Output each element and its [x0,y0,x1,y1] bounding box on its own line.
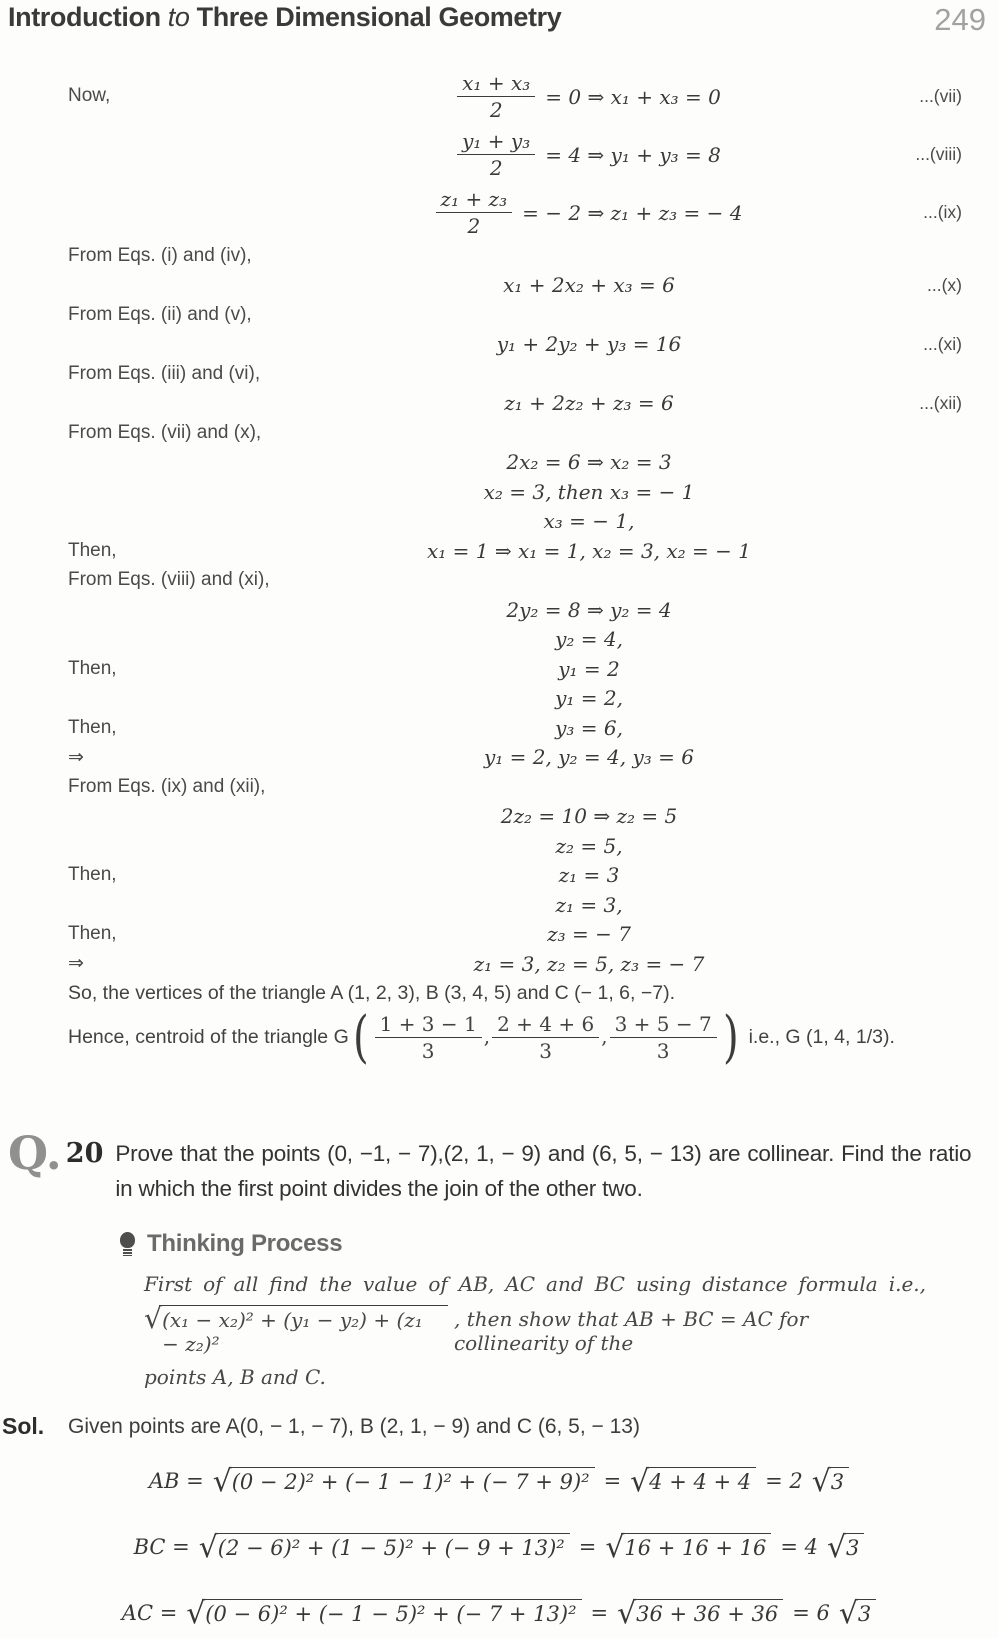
fraction: $\frac{\text{x₁ + x₃}}{2}$ [457,72,535,122]
equation-label: Then, [68,716,117,738]
equation: z₃ = − 7 [547,922,631,947]
equation-number: ...(xii) [919,392,962,413]
radical-expression: √ 36 + 36 + 36 [617,1599,783,1629]
equation-row [0,507,998,537]
fraction: $\frac{2 + 4 + 6}{3}$ [492,1013,599,1063]
radical-expression: √ 3 [812,1467,849,1497]
equation-row [0,536,998,566]
fraction: $\frac{3 + 5 - 7}{3}$ [610,1013,717,1063]
equation-label: From Eqs. (viii) and (xi), [68,569,270,591]
fraction: $\frac{1 + 3 - 1}{3}$ [375,1013,482,1063]
equation: 2z₂ = 10 ⇒ z₂ = 5 [500,804,678,829]
equation: x₃ = − 1, [543,509,635,534]
equation-row [0,300,998,330]
page-header [0,0,998,35]
equation-row [0,595,998,625]
chapter-title-italic: to [167,2,190,32]
worked-solution-block [0,67,998,1070]
thinking-process-formula: √ (x₁ − x₂)² + (y₁ − y₂) + (z₁ − z₂)² , then show that AB + BC = AC for collinearity of the [144,1302,809,1357]
radical-expression: √ (0 − 6)² + (− 1 − 5)² + (− 7 + 13)² [186,1599,581,1629]
chapter-title-part2: Three Dimensional Geometry [196,2,562,32]
equation-row [0,772,998,802]
equation-row [0,713,998,743]
equation-number: ...(x) [927,274,962,295]
thinking-process-line3: points A, B and C. [144,1365,326,1390]
equation: $\frac{\text{x₁ + x₃}}{2}$ = 0 ⇒ x₁ + x₃ = 0 [300,71,878,122]
equation: y₂ = 4, [555,627,623,652]
radical-expression: √ (2 − 6)² + (1 − 5)² + (− 9 + 13)² [199,1533,570,1563]
equation-label: From Eqs. (iii) and (vi), [68,362,261,384]
centroid-prefix: Hence, centroid of the triangle G [68,1025,349,1048]
equation-row [0,566,998,596]
solution-marker: Sol. [2,1413,45,1440]
equation-row [0,418,998,448]
equation-row [0,920,998,950]
equation-label: From Eqs. (i) and (iv), [68,244,252,266]
page-number: 249 [934,2,986,37]
fraction: $\frac{\text{y₁ + y₃}}{2}$ [457,130,535,180]
equation-row [0,359,998,389]
equation-number: ...(ix) [923,201,962,222]
radical-expression: √ (0 − 2)² + (− 1 − 1)² + (− 7 + 9)² [213,1467,595,1497]
radical-sign-icon: √ [144,1302,163,1336]
equation: 2y₂ = 8 ⇒ y₂ = 4 [506,597,672,622]
question-block [0,1126,998,1206]
equation-row [0,125,998,183]
radical-sign-icon: √ [630,1463,650,1499]
radical-expression: √ 16 + 16 + 16 [605,1533,771,1563]
equation-label: From Eqs. (vii) and (x), [68,421,262,443]
thinking-process-body [118,1272,926,1389]
fraction: $\frac{\text{z₁ + z₃}}{2}$ [436,188,513,238]
radical-expression: √ (x₁ − x₂)² + (y₁ − y₂) + (z₁ − z₂)² [144,1305,448,1356]
radical-expression: √ 3 [839,1599,876,1629]
equation-row [0,183,998,241]
equation-row [0,271,998,301]
question-number: 20 [65,1138,104,1170]
equation-row [0,861,998,891]
equation: 2x₂ = 6 ⇒ x₂ = 3 [506,450,672,475]
equation: y₁ = 2, [555,686,623,711]
equation: x₁ = 1 ⇒ x₁ = 1, x₂ = 3, x₂ = − 1 [427,538,751,563]
equation: y₁ + 2y₂ + y₃ = 16 [496,332,682,357]
open-paren: ( [352,1004,369,1070]
thinking-process-header [118,1230,998,1258]
equation-row [0,448,998,478]
equation-label: Now, [68,85,111,106]
thinking-process-title: Thinking Process [147,1230,343,1258]
radical-expression: √ 4 + 4 + 4 [630,1467,756,1497]
chapter-title-part1: Introduction [8,2,161,32]
equation-label: Then, [68,657,117,679]
equation-row [0,330,998,360]
equation-label: Then, [68,864,117,886]
equation-number: ...(xi) [923,333,962,354]
equation: $\frac{\text{y₁ + y₃}}{2}$ = 4 ⇒ y₁ + y₃ = 8 [300,129,878,180]
thinking-process-section [0,1230,998,1389]
equation-number: ...(viii) [915,143,962,164]
equation-row [0,625,998,655]
radical-sign-icon: √ [605,1529,625,1565]
equation: z₁ = 3, [555,892,623,917]
equation-label: From Eqs. (ix) and (xii), [68,775,266,797]
equation: z₁ + 2z₂ + z₃ = 6 [504,391,674,416]
distance-equation-ab: AB = √ (0 − 2)² + (− 1 − 1)² + (− 7 + 9)² = √ 4 + 4 + 4 = 2 √ 3 [0,1456,998,1506]
question-text: Prove that the points (0, −1, − 7),(2, 1, − 9) and (6, 5, − 13) are collinear. Find the ratio in which the first point divides the join of the other two. [115,1141,972,1202]
equation: y₁ = 2, y₂ = 4, y₃ = 6 [484,745,694,770]
equation-row [0,802,998,832]
centroid-result: i.e., G (1, 4, 1/3). [748,1025,895,1048]
solution-given: Given points are A(0, − 1, − 7), B (2, 1, − 9) and C (6, 5, − 13) [68,1415,640,1439]
equation-row [0,684,998,714]
equation: z₁ = 3, z₂ = 5, z₃ = − 7 [473,951,705,976]
equation-row [0,389,998,419]
distance-equation-ac: AC = √ (0 − 6)² + (− 1 − 5)² + (− 7 + 13)² = √ 36 + 36 + 36 = 6 √ 3 [0,1588,998,1638]
equation-number: ...(vii) [919,85,962,106]
lhs: AB = [148,1469,204,1494]
close-paren: ) [722,1004,739,1070]
equation: y₁ = 2 [558,656,620,681]
equation-row [0,831,998,861]
equation-row [0,949,998,979]
equation-label: ⇒ [68,746,84,768]
radical-sign-icon: √ [186,1595,206,1631]
equation-label: From Eqs. (ii) and (v), [68,303,252,325]
centroid-conclusion: Hence, centroid of the triangle G ( $\frac{1 + 3 - 1}{3}$ , $\frac{2 + 4 + 6}{3}$ , $\frac{3 + 5 - 7}{3}$ ) i.e., G (1, 4, 1/3). [68,1004,895,1070]
vertices-conclusion: So, the vertices of the triangle A (1, 2, 3), B (3, 4, 5) and C (− 1, 6, −7). [68,982,675,1004]
equation-label: Then, [68,923,117,945]
question-marker: Q. [8,1126,62,1181]
equation: $\frac{\text{z₁ + z₃}}{2}$ = − 2 ⇒ z₁ + z₃ = − 4 [300,187,878,238]
radical-sign-icon: √ [827,1529,847,1565]
chapter-title [8,2,561,33]
radical-sign-icon: √ [212,1463,232,1499]
thinking-process-line1: First of all find the value of AB, AC and BC using distance formula i.e., [144,1272,926,1297]
distance-equation-bc: BC = √ (2 − 6)² + (1 − 5)² + (− 9 + 13)² = √ 16 + 16 + 16 = 4 √ 3 [0,1522,998,1572]
radical-sign-icon: √ [838,1595,858,1631]
equation-row [0,477,998,507]
lhs: AC = [121,1601,178,1626]
equation: y₃ = 6, [555,715,623,740]
radical-sign-icon: √ [198,1529,218,1565]
equation-row [0,654,998,684]
equation: z₂ = 5, [555,833,623,858]
lightbulb-icon [118,1232,136,1256]
radical-sign-icon: √ [617,1595,637,1631]
equation-label: ⇒ [68,953,84,975]
radical-expression: √ 3 [827,1533,864,1563]
equation: x₁ + 2x₂ + x₃ = 6 [503,273,675,298]
equation-row [0,241,998,271]
equation-row [0,890,998,920]
equation: x₂ = 3, then x₃ = − 1 [483,479,695,504]
radical-sign-icon: √ [811,1463,831,1499]
solution-block [0,1413,998,1440]
equation-row [0,67,998,125]
equation-row [0,743,998,773]
equation-label: Then, [68,539,117,561]
equation: z₁ = 3 [558,863,620,888]
lhs: BC = [133,1535,190,1560]
